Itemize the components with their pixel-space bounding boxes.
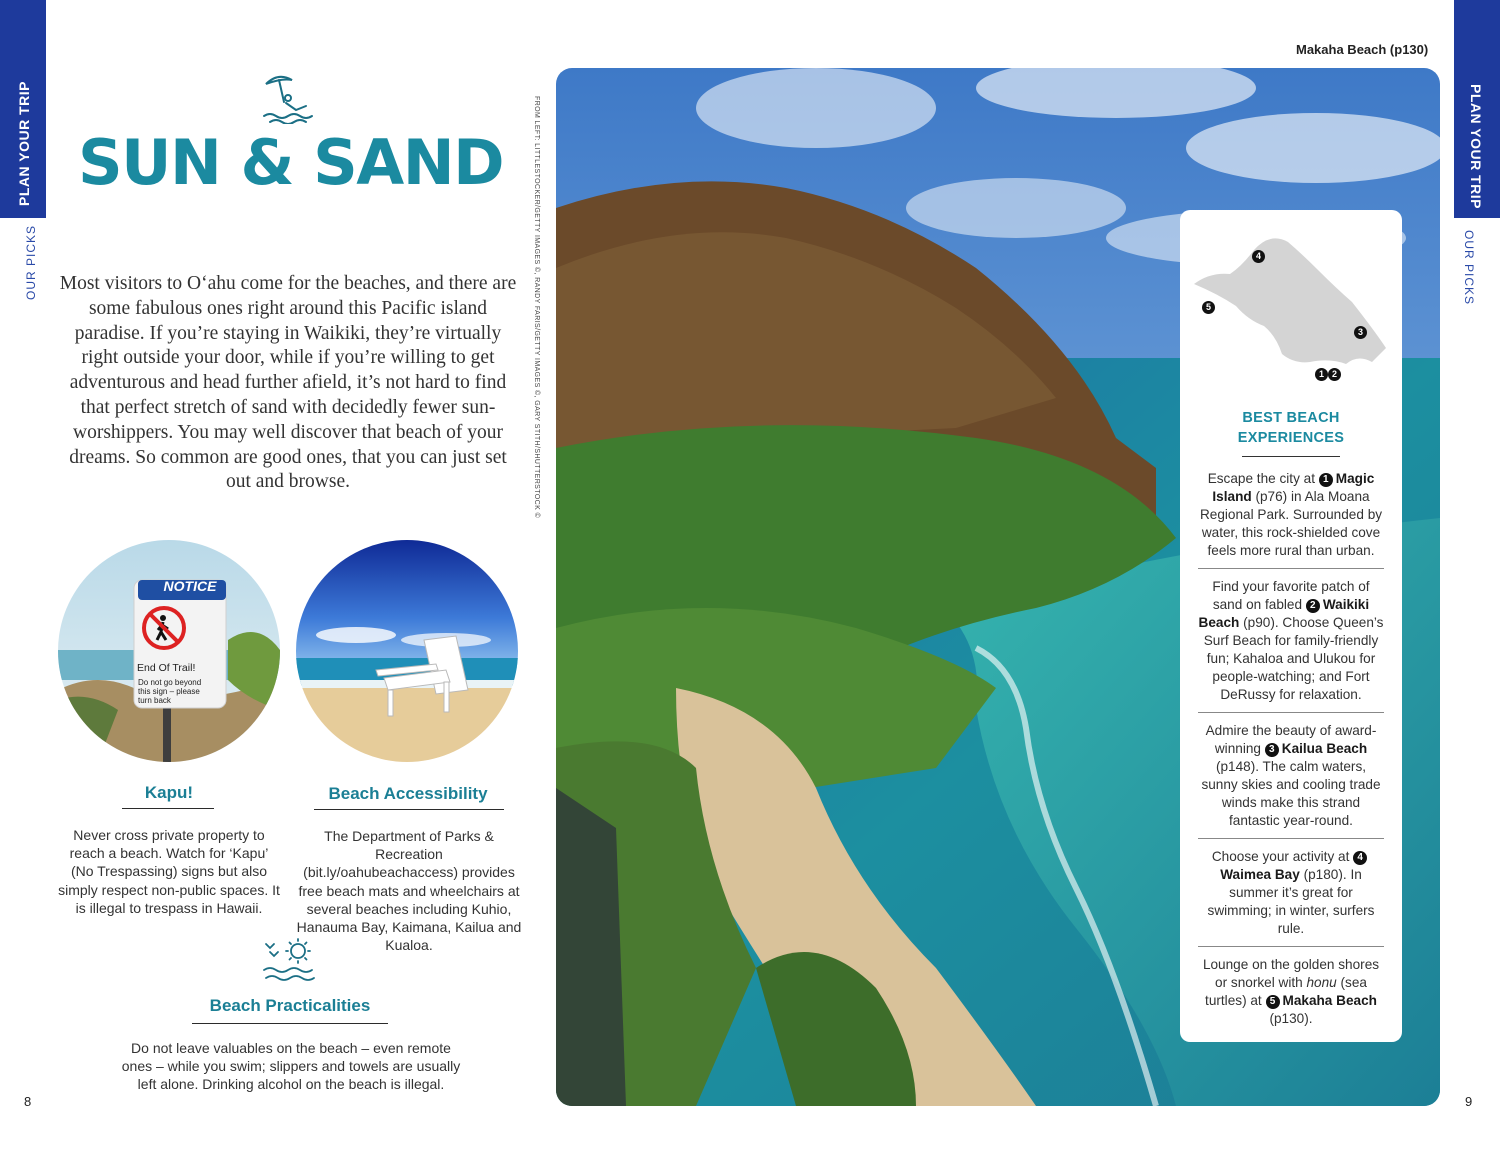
side-tab-right xyxy=(1454,0,1500,218)
item-text: Lounge on the golden shores or snorkel with xyxy=(1202,957,1380,990)
beach-name: Waimea Bay xyxy=(1220,867,1300,882)
item-divider xyxy=(1198,838,1384,839)
item-text: Admire the beauty of award-winning xyxy=(1205,723,1377,756)
page-title: SUN & SAND xyxy=(78,126,504,199)
item-text: Find your favorite patch of sand on fabled xyxy=(1212,579,1370,612)
map-marker-5: 5 xyxy=(1202,301,1215,314)
experience-item-5 xyxy=(1196,956,1386,1028)
item-divider xyxy=(1198,712,1384,713)
item-text: Escape the city at xyxy=(1207,471,1315,486)
side-tab-left xyxy=(0,0,46,218)
sign-header: NOTICE xyxy=(163,578,217,594)
beach-name: Makaha Beach xyxy=(1282,993,1377,1008)
item-text: (p148). The calm waters, sunny skies and cooling trade winds make this strand fantastic year-round. xyxy=(1201,759,1381,828)
sign-line-1: End Of Trail! xyxy=(137,662,196,674)
no-hiking-icon xyxy=(142,606,186,650)
experience-item-4 xyxy=(1196,848,1386,938)
practicalities-heading: Beach Practicalities xyxy=(209,996,371,1015)
panel-title xyxy=(1180,408,1402,448)
item-text: (sea turtles) at xyxy=(1205,975,1367,1008)
panel-title-rule xyxy=(1242,456,1340,457)
item-divider xyxy=(1198,568,1384,569)
item-number-badge: 3 xyxy=(1265,743,1279,757)
kapu-text: Never cross private property to reach a beach. Watch for ‘Kapu’ (No Trespassing) signs but also simply respect non-public spaces. It is illegal to trespass in Hawaii. xyxy=(58,827,280,916)
beach-chair-photo xyxy=(296,540,518,762)
map-marker-3: 3 xyxy=(1354,326,1367,339)
item-text: (p90). Choose Queen’s Surf Beach for family-friendly fun; Kahaloa and Ulukou for people-watching; and Fort DeRussy for relaxation. xyxy=(1203,615,1384,702)
sun-waves-icon xyxy=(262,938,316,984)
kapu-heading: Kapu! xyxy=(144,783,194,802)
item-number-badge: 5 xyxy=(1266,995,1280,1009)
page-number-right: 9 xyxy=(1465,1094,1473,1109)
experience-item-2 xyxy=(1196,578,1386,704)
subsection-label: OUR PICKS xyxy=(24,224,38,300)
map-marker-1: 1 xyxy=(1315,368,1328,381)
panel-title-line-1: BEST BEACH xyxy=(1242,410,1340,426)
practicalities-rule xyxy=(192,1023,388,1024)
item-text: (p130). xyxy=(1269,1011,1313,1026)
notice-sign-photo xyxy=(58,540,280,762)
accessibility-rule xyxy=(314,809,504,810)
subsection-label: OUR PICKS xyxy=(1462,230,1476,306)
map-marker-4: 4 xyxy=(1252,250,1265,263)
accessibility-text: The Department of Parks & Recreation (bit.ly/oahubeachaccess) provides free beach mats and wheelchairs at several beaches including Kuhio, Hanauma Bay, Kaimana, Kailua and Kualoa. xyxy=(296,828,522,954)
photo-credit: FROM LEFT: LITTLESTOCKER/GETTY IMAGES ©, RANDY FARIS/GETTY IMAGES ©, GARY STITH/SHUTTERSTOCK © xyxy=(533,96,540,519)
item-divider xyxy=(1198,946,1384,947)
experience-item-1 xyxy=(1196,470,1386,560)
beach-name: Waikiki Beach xyxy=(1198,597,1370,630)
sign-line-4: turn back xyxy=(138,696,171,705)
photo-caption: Makaha Beach (p130) xyxy=(1296,42,1429,57)
item-number-badge: 2 xyxy=(1306,599,1320,613)
experience-item-3 xyxy=(1196,722,1386,830)
map-marker-2: 2 xyxy=(1328,368,1341,381)
page-number-left: 8 xyxy=(24,1094,32,1109)
practicalities-text: Do not leave valuables on the beach – even remote ones – while you swim; slippers and towels are usually left alone. Drinking alcohol on the beach is illegal. xyxy=(121,1040,461,1093)
beach-umbrella-swimmer-icon xyxy=(262,72,316,124)
section-label: PLAN YOUR TRIP xyxy=(16,81,32,206)
item-number-badge: 4 xyxy=(1353,851,1367,865)
item-text: Choose your activity at xyxy=(1211,849,1350,864)
panel-title-line-2: EXPERIENCES xyxy=(1237,430,1345,446)
item-number-badge: 1 xyxy=(1319,473,1333,487)
sign-line-2: Do not go beyond xyxy=(138,678,202,687)
beach-name: Magic Island xyxy=(1212,471,1375,504)
item-italic-text: honu xyxy=(1306,975,1337,990)
item-text: (p76) in Ala Moana Regional Park. Surrounded by water, this rock-shielded cove feels more rural than urban. xyxy=(1199,489,1383,558)
kapu-rule xyxy=(122,808,214,809)
section-label: PLAN YOUR TRIP xyxy=(1468,84,1484,209)
oahu-map xyxy=(1190,230,1390,385)
intro-paragraph: Most visitors to O‘ahu come for the beaches, and there are some fabulous ones right around this Pacific island paradise. If you’re staying in Waikiki, they’re virtually right outside your door, while if you’re willing to get adventurous and head further afield, it’s not hard to find that perfect stretch of sand with decidedly fewer sun-worshippers. You may well discover that beach of your dreams. So common are good ones, that you can just set out and browse. xyxy=(59,273,517,493)
beach-name: Kailua Beach xyxy=(1281,741,1368,756)
item-text: (p180). In summer it’s great for swimming; in winter, surfers rule. xyxy=(1207,867,1375,936)
best-beach-panel xyxy=(1180,210,1402,1042)
accessibility-heading: Beach Accessibility xyxy=(328,784,488,803)
sign-line-3: this sign – please xyxy=(138,687,200,696)
